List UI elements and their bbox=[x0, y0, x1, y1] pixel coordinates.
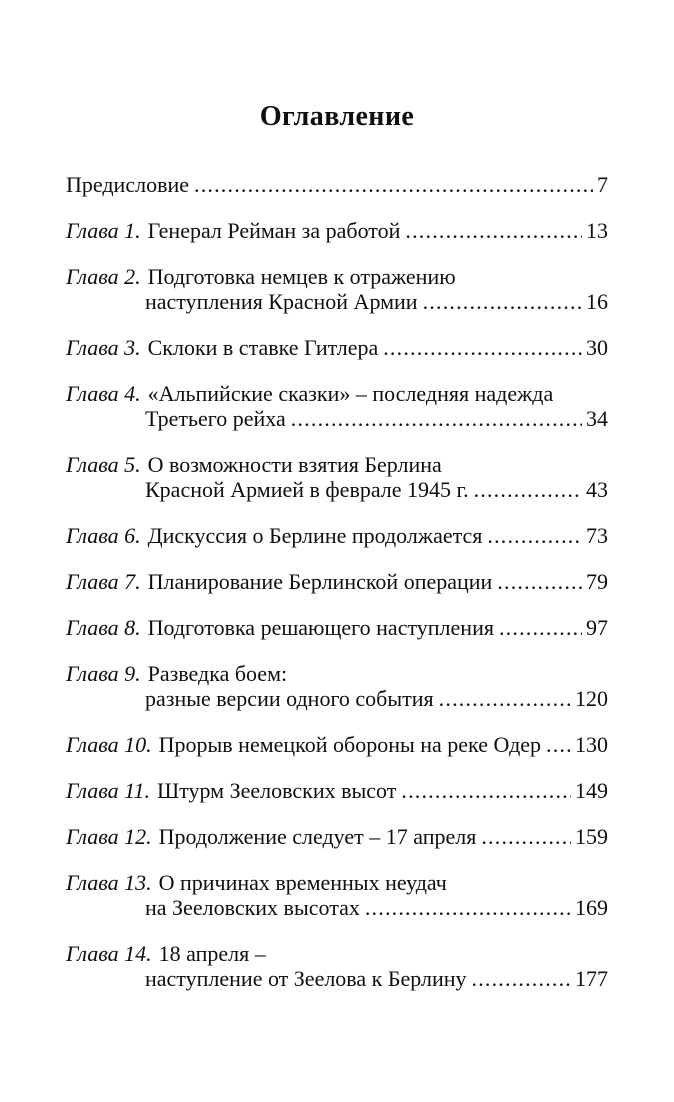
page-number: 73 bbox=[586, 523, 608, 548]
entry-title: 18 апреля – bbox=[158, 941, 266, 966]
page-number: 159 bbox=[575, 824, 608, 849]
page-number: 43 bbox=[586, 477, 608, 502]
page-number: 130 bbox=[575, 732, 608, 757]
toc-entry bbox=[66, 941, 608, 991]
chapter-label: Глава 13. bbox=[66, 870, 152, 895]
dot-leader bbox=[497, 569, 582, 594]
chapter-label: Глава 8. bbox=[66, 615, 141, 640]
entry-subtitle: наступление от Зеелова к Берлину bbox=[145, 966, 467, 991]
dot-leader bbox=[474, 477, 582, 502]
entry-title: Продолжение следует – 17 апреля bbox=[158, 824, 477, 849]
entry-title: Планирование Берлинской операции bbox=[147, 569, 493, 594]
chapter-label: Глава 7. bbox=[66, 569, 141, 594]
chapter-label: Глава 1. bbox=[66, 218, 141, 243]
toc-entry bbox=[66, 732, 608, 757]
entry-title: Прорыв немецкой обороны на реке Одер bbox=[158, 732, 542, 757]
toc-entry-line1 bbox=[66, 452, 608, 477]
toc-entry-line2 bbox=[66, 406, 608, 431]
chapter-label: Глава 11. bbox=[66, 778, 150, 803]
toc-entry bbox=[66, 172, 608, 197]
toc-entry bbox=[66, 661, 608, 711]
toc-entry bbox=[66, 824, 608, 849]
toc-entry bbox=[66, 523, 608, 548]
page-number: 149 bbox=[575, 778, 608, 803]
chapter-label: Глава 14. bbox=[66, 941, 152, 966]
page-number: 13 bbox=[586, 218, 608, 243]
entry-title: Подготовка немцев к отражению bbox=[147, 264, 456, 289]
toc-entry-line1 bbox=[66, 824, 608, 849]
dot-leader bbox=[487, 523, 582, 548]
toc-entry bbox=[66, 264, 608, 314]
toc-entry bbox=[66, 615, 608, 640]
page-number: 34 bbox=[586, 406, 608, 431]
toc-entry-line1 bbox=[66, 172, 608, 197]
chapter-label: Глава 5. bbox=[66, 452, 141, 477]
page-number: 7 bbox=[597, 172, 608, 197]
chapter-label: Глава 2. bbox=[66, 264, 141, 289]
dot-leader bbox=[423, 289, 582, 314]
dot-leader bbox=[365, 895, 571, 920]
toc-entry bbox=[66, 218, 608, 243]
entry-subtitle: Третьего рейха bbox=[145, 406, 286, 431]
toc-entry-line2 bbox=[66, 895, 608, 920]
toc-entry-line1 bbox=[66, 264, 608, 289]
toc-entry-line2 bbox=[66, 686, 608, 711]
dot-leader bbox=[383, 335, 582, 360]
entry-title: Разведка боем: bbox=[147, 661, 288, 686]
dot-leader bbox=[481, 824, 571, 849]
toc-entry-line1 bbox=[66, 381, 608, 406]
page-number: 16 bbox=[586, 289, 608, 314]
toc-entry-line1 bbox=[66, 569, 608, 594]
toc-entry bbox=[66, 778, 608, 803]
toc-entry bbox=[66, 870, 608, 920]
toc-entry-line1 bbox=[66, 661, 608, 686]
page-number: 169 bbox=[575, 895, 608, 920]
page-number: 177 bbox=[575, 966, 608, 991]
entry-title: Предисловие bbox=[66, 172, 189, 197]
dot-leader bbox=[439, 686, 571, 711]
entry-title: Дискуссия о Берлине продолжается bbox=[147, 523, 483, 548]
toc-entry bbox=[66, 381, 608, 431]
toc-entry-line1 bbox=[66, 778, 608, 803]
toc-entry-line1 bbox=[66, 732, 608, 757]
toc-entry-line1 bbox=[66, 218, 608, 243]
toc-entry-line1 bbox=[66, 523, 608, 548]
page-number: 97 bbox=[586, 615, 608, 640]
dot-leader bbox=[194, 172, 593, 197]
toc-entry bbox=[66, 452, 608, 502]
entry-title: «Альпийские сказки» – последняя надежда bbox=[147, 381, 554, 406]
toc-entry-line1 bbox=[66, 615, 608, 640]
toc-list bbox=[66, 172, 608, 991]
dot-leader bbox=[401, 778, 571, 803]
entry-title: Штурм Зееловских высот bbox=[156, 778, 397, 803]
toc-entry-line1 bbox=[66, 941, 608, 966]
chapter-label: Глава 6. bbox=[66, 523, 141, 548]
chapter-label: Глава 12. bbox=[66, 824, 152, 849]
entry-subtitle: на Зееловских высотах bbox=[145, 895, 360, 920]
page-number: 79 bbox=[586, 569, 608, 594]
entry-title: О возможности взятия Берлина bbox=[147, 452, 442, 477]
entry-title: Генерал Рейман за работой bbox=[147, 218, 401, 243]
toc-entry-line2 bbox=[66, 966, 608, 991]
chapter-label: Глава 9. bbox=[66, 661, 141, 686]
chapter-label: Глава 3. bbox=[66, 335, 141, 360]
chapter-label: Глава 4. bbox=[66, 381, 141, 406]
entry-subtitle: наступления Красной Армии bbox=[145, 289, 418, 314]
dot-leader bbox=[546, 732, 571, 757]
page-title: Оглавление bbox=[259, 101, 415, 132]
toc-entry-line2 bbox=[66, 477, 608, 502]
dot-leader bbox=[472, 966, 572, 991]
toc-entry-line1 bbox=[66, 870, 608, 895]
entry-title: Склоки в ставке Гитлера bbox=[147, 335, 379, 360]
chapter-label: Глава 10. bbox=[66, 732, 152, 757]
dot-leader bbox=[405, 218, 582, 243]
toc-entry-line1 bbox=[66, 335, 608, 360]
dot-leader bbox=[291, 406, 582, 431]
toc-entry-line2 bbox=[66, 289, 608, 314]
toc-entry bbox=[66, 569, 608, 594]
entry-subtitle: Красной Армией в феврале 1945 г. bbox=[145, 477, 469, 502]
page-number: 120 bbox=[575, 686, 608, 711]
toc-entry bbox=[66, 335, 608, 360]
book-page bbox=[0, 102, 674, 1102]
entry-title: Подготовка решающего наступления bbox=[147, 615, 494, 640]
entry-title: О причинах временных неудач bbox=[158, 870, 447, 895]
page-number: 30 bbox=[586, 335, 608, 360]
entry-subtitle: разные версии одного события bbox=[145, 686, 434, 711]
dot-leader bbox=[499, 615, 582, 640]
